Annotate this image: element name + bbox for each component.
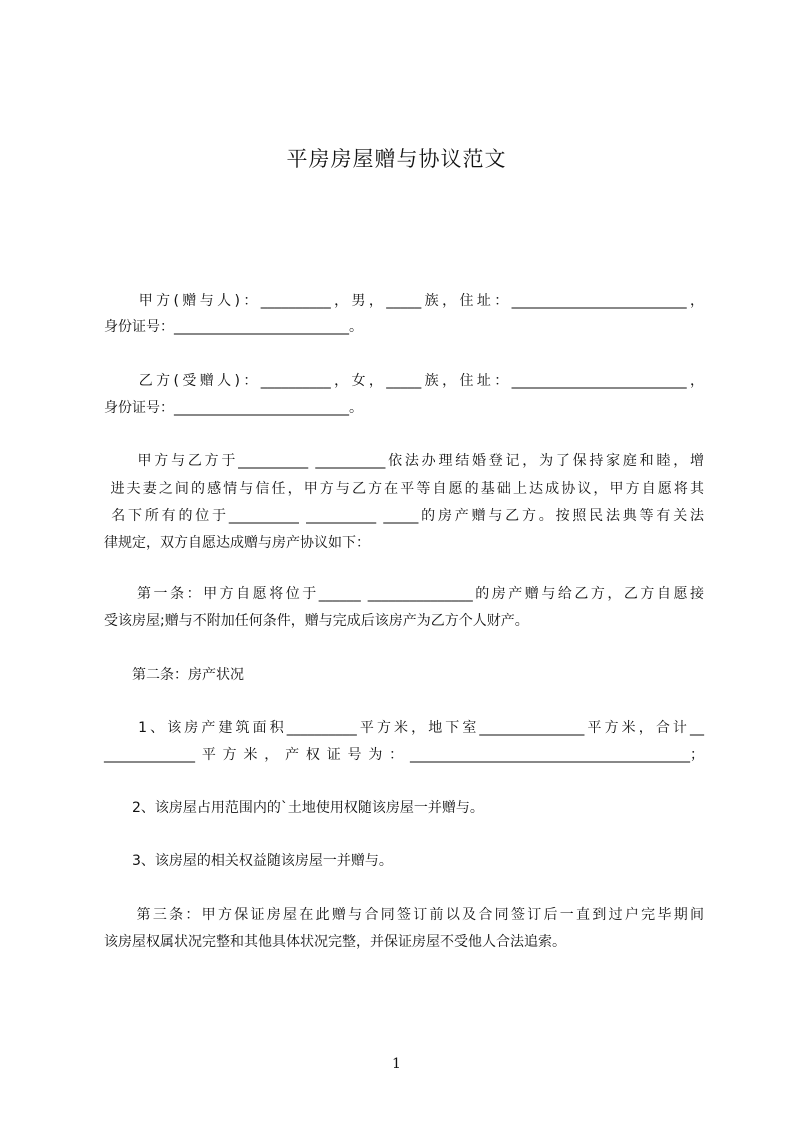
intro-line-2: 进夫妻之间的感情与信任，甲方与乙方在平等自愿的基础上达成协议，甲方自愿将其 <box>104 481 704 497</box>
party-a-line-1: 甲方(赠与人)：__________，男，_____族，住址：_________________________， <box>104 293 704 309</box>
intro-line-3: 名下所有的位于__________ __________ _____的房产赠与乙方。按照民法典等有关法 <box>104 508 704 524</box>
party-b-line-2: 身份证号：_________________________。 <box>104 400 363 416</box>
article-3-line-1: 第三条：甲方保证房屋在此赠与合同签订前以及合同签订后一直到过户完毕期间 <box>104 907 704 923</box>
article-2-item-1-line-2: _____________平方米，产权证号为：________________________________________； <box>104 747 704 763</box>
page-number: 1 <box>392 1056 401 1072</box>
party-b-line-1: 乙方(受赠人)：__________，女，_____族，住址：_________________________， <box>104 373 704 389</box>
intro-line-4: 律规定，双方自愿达成赠与房产协议如下： <box>104 535 370 551</box>
intro-line-1: 甲方与乙方于__________ __________依法办理结婚登记，为了保持家庭和睦，增 <box>104 453 704 469</box>
article-2-heading: 第二条：房产状况 <box>104 667 244 683</box>
article-2-item-2: 2、该房屋占用范围内的`土地使用权随该房屋一并赠与。 <box>104 800 484 816</box>
article-1-line-1: 第一条：甲方自愿将位于______ _______________的房产赠与给乙方，乙方自愿接 <box>104 586 704 602</box>
document-title: 平房房屋赠与协议范文 <box>286 147 507 171</box>
article-3-line-2: 该房屋权属状况完整和其他具体状况完整，并保证房屋不受他人合法追索。 <box>104 934 566 950</box>
article-2-item-3: 3、该房屋的相关权益随该房屋一并赠与。 <box>104 853 393 869</box>
party-a-line-2: 身份证号：_________________________。 <box>104 319 363 335</box>
article-1-line-2: 受该房屋;赠与不附加任何条件，赠与完成后该房产为乙方个人财产。 <box>104 613 529 629</box>
article-2-item-1-line-1: 1、该房产建筑面积__________平方米，地下室_______________平方米，合计__ <box>104 720 704 736</box>
